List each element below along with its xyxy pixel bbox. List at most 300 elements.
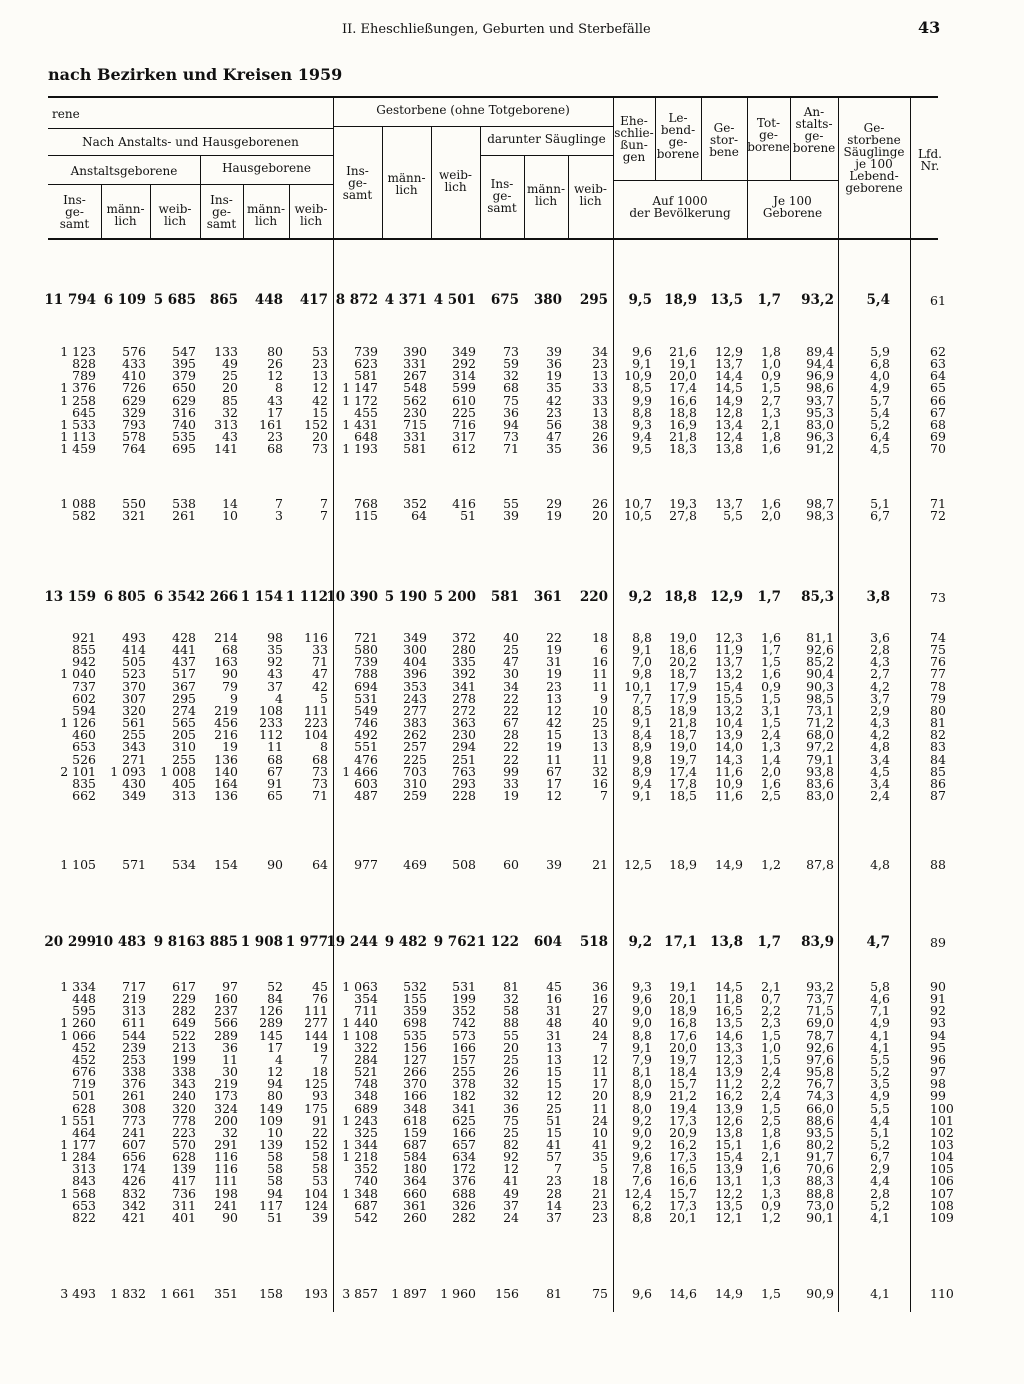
cell-gest-maennlich: 548 <box>403 380 427 396</box>
header-gestorbene: Gestorbene (ohne Totgeborene) <box>376 103 570 117</box>
cell-haus-maennlich: 80 <box>267 1088 283 1104</box>
cell-haus-maennlich: 58 <box>267 1161 283 1177</box>
cell-saeug-weiblich: 13 <box>592 739 608 755</box>
cell-eheschliessungen-rate: 9,3 <box>632 979 652 994</box>
cell-eheschliessungen-rate: 8,8 <box>632 630 652 645</box>
cell-saeuglinge-rate: 4,2 <box>870 727 890 743</box>
header-rene: rene <box>52 107 80 121</box>
cell-saeug-insgesamt: 92 <box>503 1149 519 1165</box>
cell-saeug-weiblich: 17 <box>592 1076 608 1092</box>
cell-gest-maennlich: 331 <box>403 356 427 372</box>
cell-totgeborene-rate: 1,5 <box>761 1051 781 1067</box>
cell-gest-weiblich: 416 <box>452 496 476 511</box>
cell-anstalt-maennlich: 433 <box>122 356 146 372</box>
cell-eheschliessungen-rate: 9,3 <box>632 416 652 432</box>
cell-gest-maennlich: 1 897 <box>391 1286 427 1301</box>
cell-saeug-weiblich: 26 <box>592 429 608 445</box>
cell-gestorbene-rate: 13,2 <box>715 702 743 718</box>
cell-haus-insgesamt: 313 <box>214 416 238 432</box>
cell-anstaltsgeborene-rate: 97,2 <box>806 739 834 755</box>
cell-lebendgeborene-rate: 18,8 <box>664 589 697 605</box>
cell-lfd-nr: 65 <box>930 380 946 396</box>
cell-gest-weiblich: 508 <box>452 857 476 872</box>
cell-gest-maennlich: 618 <box>403 1112 427 1128</box>
header-anstaltsgeborene-rate: An- stalts- ge- borene <box>792 105 836 155</box>
cell-insgesamt: 855 <box>72 642 96 658</box>
header-lfd-nr: Lfd. Nr. <box>918 147 942 173</box>
cell-saeug-insgesamt: 99 <box>503 763 519 779</box>
cell-gest-insgesamt: 325 <box>354 1124 378 1140</box>
cell-haus-maennlich: 37 <box>267 678 283 694</box>
cell-haus-insgesamt: 154 <box>214 857 238 872</box>
cell-gest-insgesamt: 1 063 <box>342 979 378 994</box>
cell-saeuglinge-rate: 5,2 <box>870 1064 890 1080</box>
cell-insgesamt: 835 <box>72 775 96 791</box>
cell-anstalt-weiblich: 311 <box>172 1197 196 1213</box>
cell-haus-maennlich: 68 <box>267 751 283 767</box>
cell-anstaltsgeborene-rate: 90,4 <box>806 666 834 682</box>
header-anstaltsgeborene: Anstaltsgeborene <box>70 164 178 178</box>
cell-haus-maennlich: 139 <box>259 1136 283 1152</box>
cell-anstalt-maennlich: 338 <box>122 1064 146 1080</box>
cell-totgeborene-rate: 2,0 <box>761 763 781 779</box>
cell-saeug-insgesamt: 32 <box>503 368 519 384</box>
cell-gest-insgesamt: 8 872 <box>335 292 378 308</box>
cell-saeuglinge-rate: 2,9 <box>870 702 890 718</box>
cell-totgeborene-rate: 1,5 <box>761 1286 781 1301</box>
cell-insgesamt: 1 568 <box>60 1185 96 1201</box>
cell-saeuglinge-rate: 5,2 <box>870 1197 890 1213</box>
cell-saeug-weiblich: 220 <box>579 589 608 605</box>
cell-gest-maennlich: 383 <box>403 715 427 731</box>
cell-saeug-weiblich: 36 <box>592 441 608 457</box>
cell-anstalt-maennlich: 505 <box>122 654 146 670</box>
cell-gest-weiblich: 292 <box>452 356 476 372</box>
cell-gest-insgesamt: 648 <box>354 429 378 445</box>
cell-insgesamt: 1 258 <box>60 392 96 408</box>
cell-gest-weiblich: 657 <box>452 1136 476 1152</box>
cell-eheschliessungen-rate: 10,1 <box>624 678 652 694</box>
cell-gest-weiblich: 392 <box>452 666 476 682</box>
cell-insgesamt: 1 088 <box>60 496 96 511</box>
header-rule-3 <box>48 184 333 185</box>
cell-saeuglinge-rate: 5,2 <box>870 1136 890 1152</box>
cell-anstalt-weiblich: 547 <box>172 344 196 359</box>
cell-insgesamt: 602 <box>72 690 96 706</box>
cell-anstalt-weiblich: 740 <box>172 416 196 432</box>
cell-gest-weiblich: 157 <box>452 1051 476 1067</box>
cell-saeug-insgesamt: 39 <box>503 508 519 524</box>
cell-gest-insgesamt: 455 <box>354 404 378 420</box>
cell-insgesamt: 1 126 <box>60 715 96 731</box>
cell-anstaltsgeborene-rate: 96,3 <box>806 429 834 445</box>
cell-lfd-nr: 63 <box>930 356 946 372</box>
cell-anstalt-maennlich: 1 832 <box>110 1286 146 1301</box>
cell-saeuglinge-rate: 4,9 <box>870 1015 890 1031</box>
cell-gest-insgesamt: 542 <box>354 1209 378 1225</box>
cell-insgesamt: 313 <box>72 1161 96 1177</box>
cell-anstaltsgeborene-rate: 88,3 <box>806 1173 834 1189</box>
header-gestorbene-rate: Ge- stor- bene <box>709 121 739 159</box>
cell-eheschliessungen-rate: 8,5 <box>632 702 652 718</box>
cell-haus-weiblich: 144 <box>304 1027 328 1043</box>
cell-anstaltsgeborene-rate: 93,7 <box>806 392 834 408</box>
cell-gest-maennlich: 5 190 <box>384 589 427 605</box>
cell-haus-maennlich: 12 <box>267 1064 283 1080</box>
page-number: 43 <box>918 18 941 37</box>
cell-insgesamt: 452 <box>72 1039 96 1055</box>
cell-totgeborene-rate: 2,1 <box>761 1149 781 1165</box>
cell-gest-weiblich: 255 <box>452 1064 476 1080</box>
cell-haus-insgesamt: 79 <box>222 678 238 694</box>
cell-gest-insgesamt: 1 348 <box>342 1185 378 1201</box>
cell-anstaltsgeborene-rate: 87,8 <box>806 857 834 872</box>
cell-anstalt-maennlich: 571 <box>122 857 146 872</box>
cell-gestorbene-rate: 12,9 <box>710 589 743 605</box>
cell-haus-maennlich: 58 <box>267 1173 283 1189</box>
cell-eheschliessungen-rate: 9,2 <box>628 589 652 605</box>
cell-gest-maennlich: 361 <box>403 1197 427 1213</box>
cell-anstaltsgeborene-rate: 79,1 <box>806 751 834 767</box>
cell-saeug-maennlich: 39 <box>546 344 562 359</box>
cell-gest-insgesamt: 1 218 <box>342 1149 378 1165</box>
cell-lfd-nr: 77 <box>930 666 946 682</box>
cell-saeug-maennlich: 23 <box>546 404 562 420</box>
cell-anstaltsgeborene-rate: 66,0 <box>806 1100 834 1116</box>
cell-haus-insgesamt: 43 <box>222 429 238 445</box>
cell-lfd-nr: 64 <box>930 368 946 384</box>
cell-anstaltsgeborene-rate: 92,6 <box>806 1039 834 1055</box>
cell-gest-maennlich: 562 <box>403 392 427 408</box>
cell-gest-weiblich: 228 <box>452 787 476 803</box>
cell-haus-maennlich: 4 <box>275 1051 283 1067</box>
cell-anstaltsgeborene-rate: 83,0 <box>806 416 834 432</box>
cell-saeug-weiblich: 11 <box>592 678 608 694</box>
cell-lfd-nr: 93 <box>930 1015 946 1031</box>
cell-lebendgeborene-rate: 15,7 <box>669 1076 697 1092</box>
cell-eheschliessungen-rate: 8,9 <box>632 1088 652 1104</box>
cell-anstalt-maennlich: 764 <box>122 441 146 457</box>
cell-anstalt-weiblich: 534 <box>172 857 196 872</box>
cell-saeug-maennlich: 19 <box>546 642 562 658</box>
cell-haus-maennlich: 35 <box>267 642 283 658</box>
cell-gest-weiblich: 282 <box>452 1209 476 1225</box>
cell-anstalt-maennlich: 307 <box>122 690 146 706</box>
cell-anstaltsgeborene-rate: 71,2 <box>806 715 834 731</box>
cell-eheschliessungen-rate: 7,9 <box>632 1051 652 1067</box>
cell-anstalt-weiblich: 213 <box>172 1039 196 1055</box>
cell-saeug-insgesamt: 49 <box>503 1185 519 1201</box>
cell-gest-insgesamt: 746 <box>354 715 378 731</box>
cell-totgeborene-rate: 1,3 <box>761 404 781 420</box>
cell-haus-insgesamt: 136 <box>214 751 238 767</box>
cell-insgesamt: 501 <box>72 1088 96 1104</box>
cell-insgesamt: 789 <box>72 368 96 384</box>
cell-anstalt-maennlich: 629 <box>122 392 146 408</box>
cell-saeug-insgesamt: 25 <box>503 642 519 658</box>
cell-saeug-weiblich: 7 <box>600 787 608 803</box>
cell-gest-weiblich: 230 <box>452 727 476 743</box>
cell-saeug-weiblich: 38 <box>592 416 608 432</box>
cell-saeuglinge-rate: 2,7 <box>870 666 890 682</box>
cell-gest-weiblich: 272 <box>452 702 476 718</box>
cell-gestorbene-rate: 15,4 <box>715 678 743 694</box>
cell-gest-maennlich: 715 <box>403 416 427 432</box>
cell-saeug-maennlich: 31 <box>546 1003 562 1019</box>
cell-haus-insgesamt: 219 <box>214 702 238 718</box>
cell-haus-maennlich: 51 <box>267 1209 283 1225</box>
cell-saeuglinge-rate: 4,5 <box>870 763 890 779</box>
cell-anstalt-weiblich: 282 <box>172 1003 196 1019</box>
cell-haus-weiblich: 5 <box>320 690 328 706</box>
cell-eheschliessungen-rate: 9,1 <box>632 715 652 731</box>
cell-lfd-nr: 86 <box>930 775 946 791</box>
cell-haus-maennlich: 112 <box>259 727 283 743</box>
cell-eheschliessungen-rate: 7,7 <box>632 690 652 706</box>
cell-anstalt-weiblich: 538 <box>172 496 196 511</box>
cell-lebendgeborene-rate: 15,7 <box>669 1185 697 1201</box>
cell-haus-weiblich: 73 <box>312 775 328 791</box>
cell-saeug-maennlich: 11 <box>546 751 562 767</box>
cell-saeug-weiblich: 11 <box>592 751 608 767</box>
cell-gest-weiblich: 599 <box>452 380 476 396</box>
cell-gest-weiblich: 278 <box>452 690 476 706</box>
cell-saeug-weiblich: 16 <box>592 775 608 791</box>
cell-gest-insgesamt: 711 <box>354 1003 378 1019</box>
cell-gest-maennlich: 331 <box>403 429 427 445</box>
cell-gest-weiblich: 763 <box>452 763 476 779</box>
cell-anstalt-maennlich: 414 <box>122 642 146 658</box>
cell-haus-maennlich: 1 154 <box>240 589 283 605</box>
header-rule-rates <box>613 180 838 181</box>
cell-saeuglinge-rate: 4,8 <box>870 739 890 755</box>
cell-gest-maennlich: 390 <box>403 344 427 359</box>
cell-gest-maennlich: 243 <box>403 690 427 706</box>
cell-anstalt-maennlich: 219 <box>122 991 146 1007</box>
cell-gest-weiblich: 625 <box>452 1112 476 1128</box>
cell-haus-insgesamt: 32 <box>222 404 238 420</box>
cell-anstalt-weiblich: 628 <box>172 1149 196 1165</box>
col-rule <box>333 96 334 1312</box>
col-rule <box>613 96 614 1312</box>
cell-anstalt-maennlich: 349 <box>122 787 146 803</box>
cell-eheschliessungen-rate: 9,4 <box>632 775 652 791</box>
cell-eheschliessungen-rate: 10,5 <box>624 508 652 524</box>
cell-lebendgeborene-rate: 18,9 <box>669 702 697 718</box>
cell-lfd-nr: 92 <box>930 1003 946 1019</box>
cell-anstalt-maennlich: 410 <box>122 368 146 384</box>
cell-lebendgeborene-rate: 20,1 <box>669 991 697 1007</box>
cell-saeug-insgesamt: 81 <box>503 979 519 994</box>
cell-haus-maennlich: 161 <box>259 416 283 432</box>
cell-anstalt-weiblich: 441 <box>172 642 196 658</box>
cell-haus-weiblich: 175 <box>304 1100 328 1116</box>
cell-gestorbene-rate: 10,9 <box>715 775 743 791</box>
cell-gestorbene-rate: 13,2 <box>715 666 743 682</box>
cell-gest-maennlich: 127 <box>403 1051 427 1067</box>
cell-haus-insgesamt: 237 <box>214 1003 238 1019</box>
cell-saeug-weiblich: 20 <box>592 1088 608 1104</box>
cell-lfd-nr: 66 <box>930 392 946 408</box>
cell-gest-weiblich: 51 <box>460 508 476 524</box>
cell-saeug-maennlich: 31 <box>546 654 562 670</box>
header-maennlich: männ- lich <box>106 202 145 228</box>
cell-haus-weiblich: 104 <box>304 1185 328 1201</box>
cell-anstalt-weiblich: 535 <box>172 429 196 445</box>
cell-gest-insgesamt: 1 466 <box>342 763 378 779</box>
cell-saeug-insgesamt: 82 <box>503 1136 519 1152</box>
cell-gest-weiblich: 688 <box>452 1185 476 1201</box>
header-rule-2 <box>48 155 333 156</box>
cell-anstalt-maennlich: 10 483 <box>94 934 146 950</box>
cell-haus-weiblich: 47 <box>312 666 328 682</box>
cell-anstaltsgeborene-rate: 93,5 <box>806 1124 834 1140</box>
header-weiblich: weib- lich <box>294 202 328 228</box>
cell-eheschliessungen-rate: 8,4 <box>632 727 652 743</box>
cell-lfd-nr: 110 <box>930 1286 954 1301</box>
cell-lfd-nr: 89 <box>930 935 946 950</box>
cell-haus-insgesamt: 3 885 <box>195 934 238 950</box>
cell-saeuglinge-rate: 3,7 <box>870 690 890 706</box>
cell-anstalt-maennlich: 370 <box>122 678 146 694</box>
cell-haus-weiblich: 58 <box>312 1149 328 1165</box>
header-saeug-weiblich: weib- lich <box>574 182 607 208</box>
cell-saeug-insgesamt: 32 <box>503 1076 519 1092</box>
cell-gest-maennlich: 404 <box>403 654 427 670</box>
cell-totgeborene-rate: 1,6 <box>761 1161 781 1177</box>
cell-haus-maennlich: 145 <box>259 1027 283 1043</box>
cell-insgesamt: 1 123 <box>60 344 96 359</box>
cell-anstalt-weiblich: 437 <box>172 654 196 670</box>
cell-anstaltsgeborene-rate: 92,6 <box>806 642 834 658</box>
cell-lfd-nr: 68 <box>930 416 946 432</box>
cell-anstalt-weiblich: 629 <box>172 392 196 408</box>
cell-haus-weiblich: 193 <box>304 1286 328 1301</box>
cell-anstaltsgeborene-rate: 93,8 <box>806 763 834 779</box>
cell-gest-maennlich: 4 371 <box>384 292 427 308</box>
cell-saeug-maennlich: 604 <box>533 934 562 950</box>
cell-saeug-insgesamt: 1 122 <box>476 934 519 950</box>
cell-anstalt-maennlich: 717 <box>122 979 146 994</box>
cell-saeug-weiblich: 16 <box>592 991 608 1007</box>
cell-gestorbene-rate: 12,6 <box>715 1112 743 1128</box>
cell-lfd-nr: 83 <box>930 739 946 755</box>
cell-gestorbene-rate: 14,9 <box>715 1286 743 1301</box>
cell-eheschliessungen-rate: 9,8 <box>632 751 652 767</box>
cell-haus-insgesamt: 111 <box>214 1173 238 1189</box>
cell-anstaltsgeborene-rate: 93,2 <box>806 979 834 994</box>
cell-anstalt-weiblich: 240 <box>172 1088 196 1104</box>
cell-saeug-insgesamt: 32 <box>503 991 519 1007</box>
cell-gest-insgesamt: 1 108 <box>342 1027 378 1043</box>
cell-haus-maennlich: 52 <box>267 979 283 994</box>
cell-saeug-weiblich: 18 <box>592 1173 608 1189</box>
cell-gestorbene-rate: 13,8 <box>710 934 743 950</box>
cell-anstaltsgeborene-rate: 69,0 <box>806 1015 834 1031</box>
cell-gest-weiblich: 341 <box>452 678 476 694</box>
cell-totgeborene-rate: 1,5 <box>761 690 781 706</box>
cell-insgesamt: 662 <box>72 787 96 803</box>
cell-saeuglinge-rate: 4,4 <box>870 1112 890 1128</box>
cell-eheschliessungen-rate: 10,9 <box>624 368 652 384</box>
cell-haus-maennlich: 109 <box>259 1112 283 1128</box>
cell-anstaltsgeborene-rate: 97,6 <box>806 1051 834 1067</box>
cell-gest-maennlich: 300 <box>403 642 427 658</box>
cell-totgeborene-rate: 1,6 <box>761 666 781 682</box>
cell-insgesamt: 1 066 <box>60 1027 96 1043</box>
cell-gestorbene-rate: 11,2 <box>715 1076 743 1092</box>
cell-haus-insgesamt: 160 <box>214 991 238 1007</box>
cell-haus-maennlich: 149 <box>259 1100 283 1116</box>
cell-gest-insgesamt: 689 <box>354 1100 378 1116</box>
cell-insgesamt: 1 105 <box>60 857 96 872</box>
cell-gest-weiblich: 716 <box>452 416 476 432</box>
cell-saeug-insgesamt: 24 <box>503 1209 519 1225</box>
cell-eheschliessungen-rate: 10,7 <box>624 496 652 511</box>
cell-saeuglinge-rate: 4,7 <box>866 934 890 950</box>
cell-anstaltsgeborene-rate: 73,0 <box>806 1197 834 1213</box>
cell-eheschliessungen-rate: 7,8 <box>632 1161 652 1177</box>
cell-saeug-maennlich: 45 <box>546 979 562 994</box>
cell-insgesamt: 1 284 <box>60 1149 96 1165</box>
cell-lebendgeborene-rate: 19,7 <box>669 751 697 767</box>
cell-gest-insgesamt: 687 <box>354 1197 378 1213</box>
cell-eheschliessungen-rate: 9,1 <box>632 642 652 658</box>
cell-saeug-maennlich: 48 <box>546 1015 562 1031</box>
cell-anstaltsgeborene-rate: 98,7 <box>806 496 834 511</box>
cell-haus-insgesamt: 136 <box>214 787 238 803</box>
cell-saeug-weiblich: 75 <box>592 1286 608 1301</box>
cell-haus-weiblich: 124 <box>304 1197 328 1213</box>
cell-anstalt-weiblich: 229 <box>172 991 196 1007</box>
cell-eheschliessungen-rate: 7,0 <box>632 654 652 670</box>
cell-saeug-weiblich: 24 <box>592 1112 608 1128</box>
cell-lfd-nr: 85 <box>930 763 946 779</box>
cell-lfd-nr: 69 <box>930 429 946 445</box>
cell-lfd-nr: 70 <box>930 441 946 457</box>
cell-gestorbene-rate: 13,7 <box>715 496 743 511</box>
cell-haus-insgesamt: 11 <box>222 1051 238 1067</box>
cell-saeuglinge-rate: 4,5 <box>870 441 890 457</box>
cell-saeuglinge-rate: 3,8 <box>866 589 890 605</box>
cell-saeug-maennlich: 361 <box>533 589 562 605</box>
cell-eheschliessungen-rate: 8,8 <box>632 1027 652 1043</box>
cell-gest-weiblich: 573 <box>452 1027 476 1043</box>
header-insgesamt: Ins- ge- samt <box>59 193 90 231</box>
cell-gest-insgesamt: 551 <box>354 739 378 755</box>
cell-gest-maennlich: 581 <box>403 441 427 457</box>
cell-lebendgeborene-rate: 19,0 <box>669 630 697 645</box>
cell-saeuglinge-rate: 5,7 <box>870 392 890 408</box>
cell-gest-maennlich: 359 <box>403 1003 427 1019</box>
cell-saeuglinge-rate: 4,3 <box>870 654 890 670</box>
cell-anstalt-weiblich: 255 <box>172 751 196 767</box>
cell-gest-maennlich: 266 <box>403 1064 427 1080</box>
cell-gestorbene-rate: 14,5 <box>715 380 743 396</box>
cell-haus-weiblich: 71 <box>312 787 328 803</box>
running-head: II. Eheschließungen, Geburten und Sterbefälle <box>342 22 651 37</box>
cell-anstalt-weiblich: 9 816 <box>153 934 196 950</box>
cell-haus-insgesamt: 97 <box>222 979 238 994</box>
cell-insgesamt: 822 <box>72 1209 96 1225</box>
cell-lebendgeborene-rate: 21,8 <box>669 429 697 445</box>
cell-lfd-nr: 81 <box>930 715 946 731</box>
cell-haus-maennlich: 3 <box>275 508 283 524</box>
cell-saeug-maennlich: 12 <box>546 787 562 803</box>
cell-gest-maennlich: 353 <box>403 678 427 694</box>
header-rule-saeug <box>480 155 613 156</box>
cell-gestorbene-rate: 16,2 <box>715 1088 743 1104</box>
